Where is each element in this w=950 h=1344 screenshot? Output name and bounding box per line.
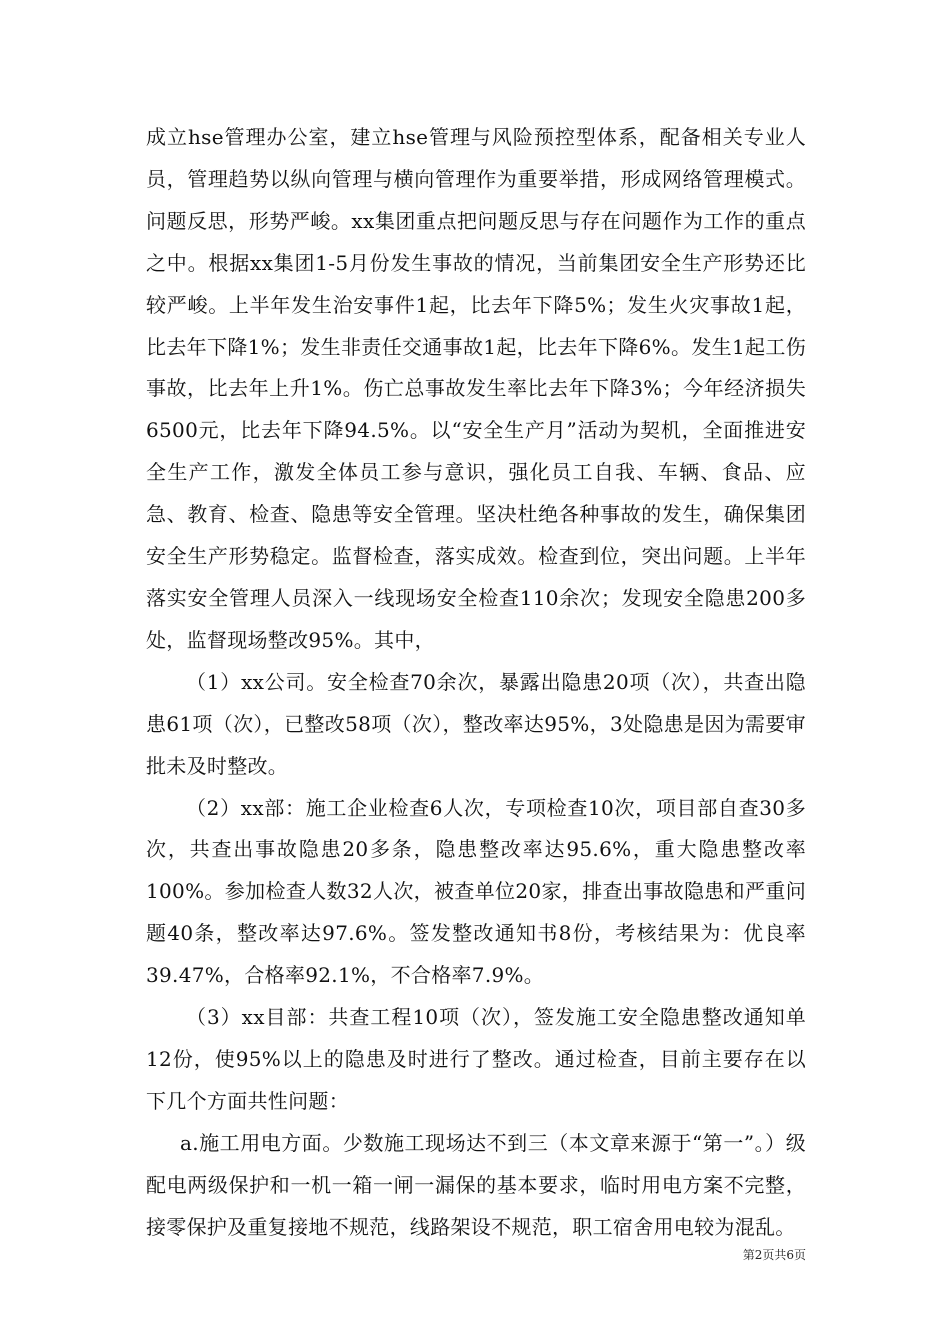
page-number: 第2页共6页 [742, 1248, 806, 1262]
paragraph-item-a: a.施工用电方面。少数施工现场达不到三（本文章来源于“第一”。）级配电两级保护和一机一箱一闸一漏保的基本要求，临时用电方案不完整，接零保护及重复接地不规范，线路架设不规范，职工宿舍用电较为混乱。 [146, 1130, 806, 1239]
paragraph-item-3: （3）xx目部：共查工程10项（次），签发施工安全隐患整改通知单12份，使95%以上的隐患及时进行了整改。通过检查，目前主要存在以下几个方面共性问题： [146, 1005, 806, 1113]
paragraph-item-2: （2）xx部：施工企业检查6人次，专项检查10次，项目部自查30多次，共查出事故隐患20多条，隐患整改率达95.6%，重大隐患整改率100%。参加检查人数32人次，被查单位20家，排查出事故隐患和严重问题40条，整改率达97.6%。签发整改通知书8份，考核结果为：优良率39.47%，合格率92.1%，不合格率7.9%。 [146, 795, 806, 988]
paragraph-intro: 成立hse管理办公室，建立hse管理与风险预控型体系，配备相关专业人员，管理趋势以纵向管理与横向管理作为重要举措，形成网络管理模式。问题反思，形势严峻。xx集团重点把问题反思与存在问题作为工作的重点之中。根据xx集团1-5月份发生事故的情况，当前集团安全生产形势还比较严峻。上半年发生治安事件1起，比去年下降5%；发生火灾事故1起，比去年下降1%；发生非责任交通事故1起，比去年下降6%。发生1起工伤事故，比去年上升1%。伤亡总事故发生率比去年下降3%；今年经济损失6500元，比去年下降94.5%。以“安全生产月”活动为契机，全面推进安全生产工作，激发全体员工参与意识，强化员工自我、车辆、食品、应急、教育、检查、隐患等安全管理。坚决杜绝各种事故的发生，确保集团安全生产形势稳定。监督检查，落实成效。检查到位，突出问题。上半年落实安全管理人员深入一线现场安全检查110余次；发现安全隐患200多处，监督现场整改95%。其中， [146, 125, 806, 652]
paragraph-item-1: （1）xx公司。安全检查70余次，暴露出隐患20项（次），共查出隐患61项（次），已整改58项（次），整改率达95%，3处隐患是因为需要审批未及时整改。 [146, 669, 806, 778]
document-body [146, 117, 806, 1248]
